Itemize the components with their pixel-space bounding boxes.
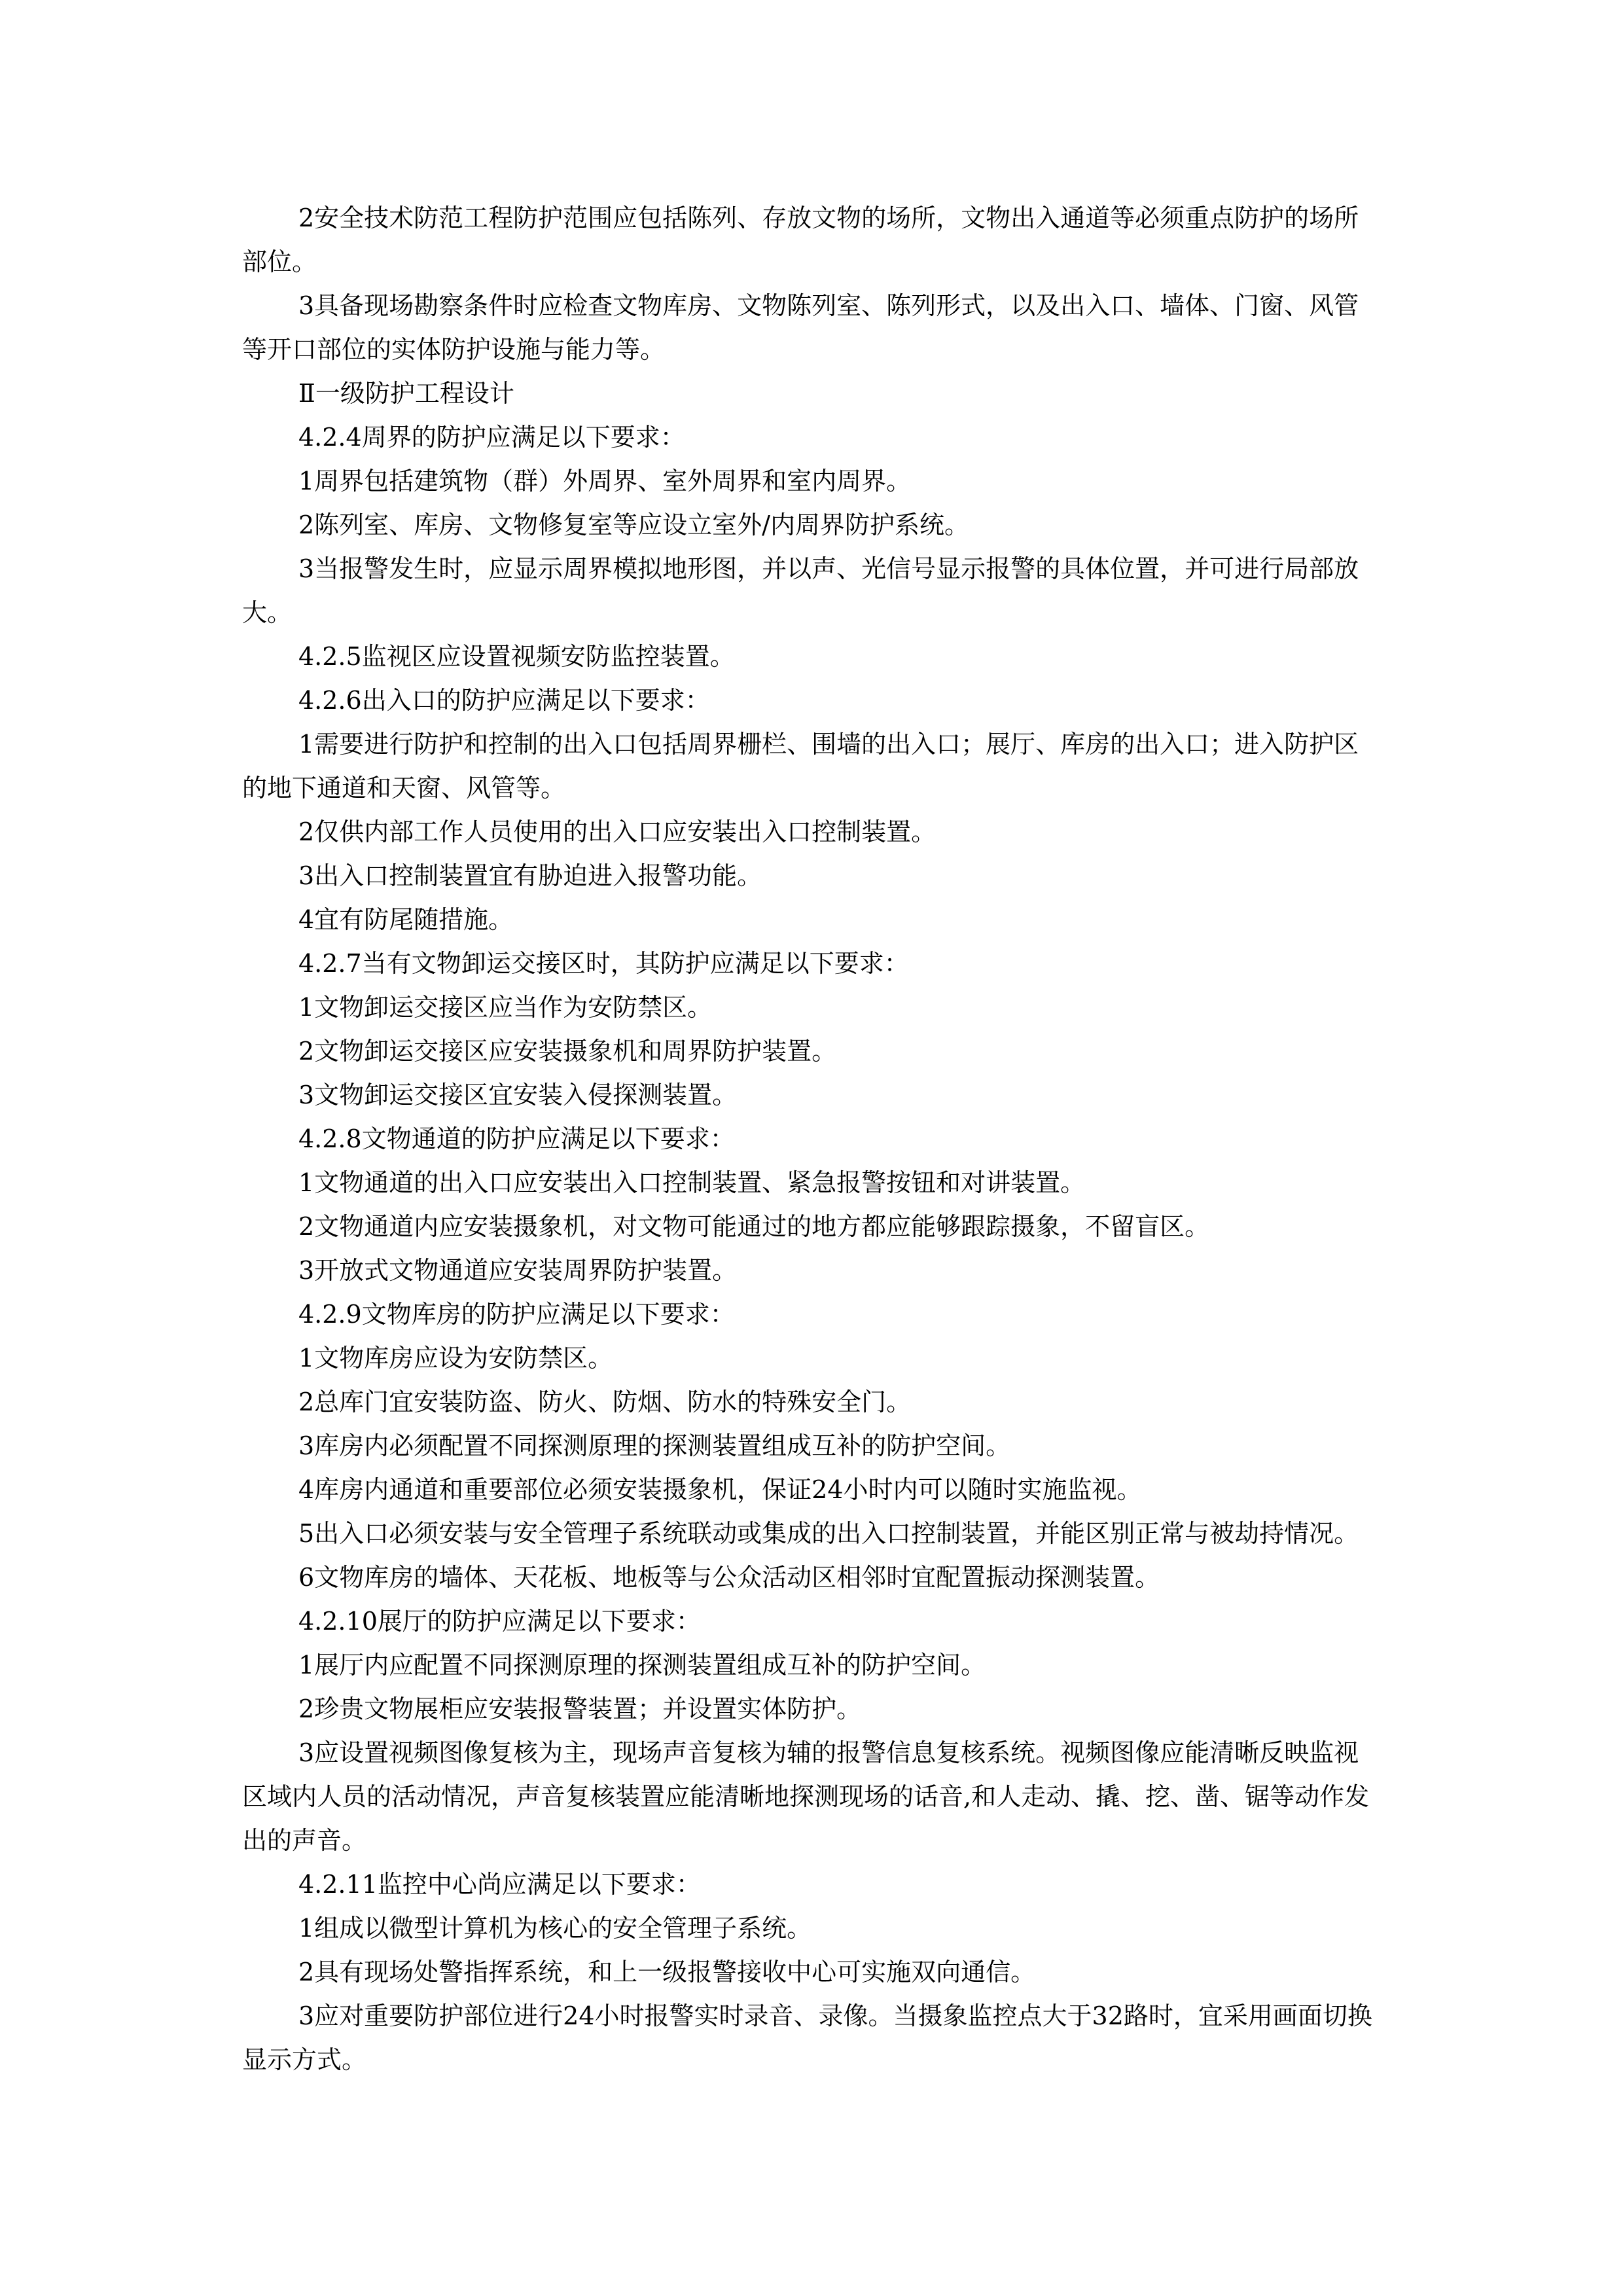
- paragraph: 2文物卸运交接区应安装摄象机和周界防护装置。: [298, 1037, 837, 1066]
- clause-heading: 4.2.6出入口的防护应满足以下要求：: [298, 686, 710, 715]
- paragraph: 4宜有防尾随措施。: [298, 905, 514, 934]
- clause-heading: 4.2.9文物库房的防护应满足以下要求：: [298, 1300, 735, 1329]
- clause-heading: 4.2.5监视区应设置视频安防监控装置。: [298, 642, 735, 671]
- paragraph: 2安全技术防范工程防护范围应包括陈列、存放文物的场所，文物出入通道等必须重点防护的场所部位。: [242, 204, 1359, 276]
- paragraph: 2具有现场处警指挥系统，和上一级报警接收中心可实施双向通信。: [298, 1958, 1036, 1986]
- paragraph: 3具备现场勘察条件时应检查文物库房、文物陈列室、陈列形式，以及出入口、墙体、门窗、风管等开口部位的实体防护设施与能力等。: [242, 291, 1359, 364]
- paragraph: 1文物库房应设为安防禁区。: [298, 1344, 613, 1372]
- paragraph: 5出入口必须安装与安全管理子系统联动或集成的出入口控制装置，并能区别正常与被劫持情况。: [298, 1519, 1359, 1548]
- paragraph: 4库房内通道和重要部位必须安装摄象机，保证24小时内可以随时实施监视。: [298, 1475, 1142, 1504]
- paragraph: 3当报警发生时，应显示周界模拟地形图，并以声、光信号显示报警的具体位置，并可进行局部放大。: [242, 554, 1359, 627]
- document-body: [242, 196, 1381, 2082]
- clause-heading: 4.2.7当有文物卸运交接区时，其防护应满足以下要求：: [298, 949, 909, 978]
- clause-heading: 4.2.11监控中心尚应满足以下要求：: [298, 1870, 701, 1899]
- paragraph: 3出入口控制装置宜有胁迫进入报警功能。: [298, 861, 762, 890]
- paragraph: 3库房内必须配置不同探测原理的探测装置组成互补的防护空间。: [298, 1431, 1011, 1460]
- paragraph: 1需要进行防护和控制的出入口包括周界栅栏、围墙的出入口；展厅、库房的出入口；进入防护区的地下通道和天窗、风管等。: [242, 730, 1359, 802]
- paragraph: 2总库门宜安装防盗、防火、防烟、防水的特殊安全门。: [298, 1388, 912, 1416]
- paragraph: 3开放式文物通道应安装周界防护装置。: [298, 1256, 738, 1285]
- paragraph: 2仅供内部工作人员使用的出入口应安装出入口控制装置。: [298, 817, 936, 846]
- paragraph: 1文物卸运交接区应当作为安防禁区。: [298, 993, 713, 1022]
- paragraph: 1周界包括建筑物（群）外周界、室外周界和室内周界。: [298, 467, 912, 495]
- paragraph: 3应设置视频图像复核为主，现场声音复核为辅的报警信息复核系统。视频图像应能清晰反映监视区域内人员的活动情况，声音复核装置应能清晰地探测现场的话音,和人走动、撬、挖、凿、锯等动作发出的声音。: [242, 1738, 1370, 1855]
- paragraph: 2珍贵文物展柜应安装报警装置；并设置实体防护。: [298, 1695, 862, 1723]
- paragraph: 3应对重要防护部位进行24小时报警实时录音、录像。当摄象监控点大于32路时，宜采用画面切换显示方式。: [242, 2001, 1372, 2074]
- clause-heading: 4.2.10展厅的防护应满足以下要求：: [298, 1607, 701, 1636]
- paragraph: 1展厅内应配置不同探测原理的探测装置组成互补的防护空间。: [298, 1651, 986, 1679]
- clause-heading: 4.2.4周界的防护应满足以下要求：: [298, 423, 685, 452]
- paragraph: 1文物通道的出入口应安装出入口控制装置、紧急报警按钮和对讲装置。: [298, 1168, 1086, 1197]
- paragraph: 1组成以微型计算机为核心的安全管理子系统。: [298, 1914, 812, 1943]
- paragraph: 6文物库房的墙体、天花板、地板等与公众活动区相邻时宜配置振动探测装置。: [298, 1563, 1160, 1592]
- paragraph: 2文物通道内应安装摄象机，对文物可能通过的地方都应能够跟踪摄象，不留盲区。: [298, 1212, 1210, 1241]
- section-heading: Ⅱ一级防护工程设计: [298, 379, 514, 408]
- clause-heading: 4.2.8文物通道的防护应满足以下要求：: [298, 1124, 735, 1153]
- paragraph: 3文物卸运交接区宜安装入侵探测装置。: [298, 1081, 738, 1109]
- paragraph: 2陈列室、库房、文物修复室等应设立室外/内周界防护系统。: [298, 511, 969, 539]
